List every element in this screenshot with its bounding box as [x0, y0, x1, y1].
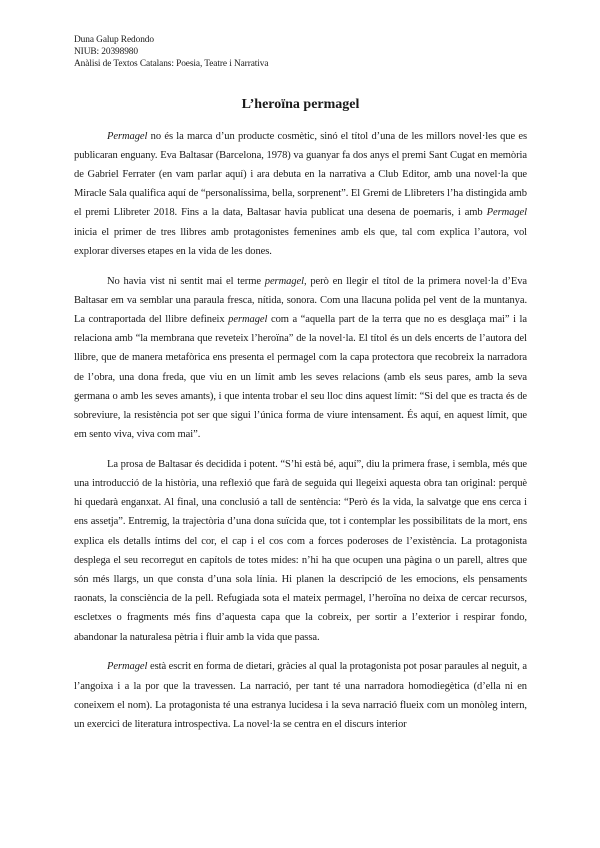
paragraph-text: està escrit en forma de dietari, gràcies al qual la protagonista pot posar paraules al neguit, a l’angoixa i a la por que la travessen. La narració, per tant té una narradora homodiegètica (d’ella ni en coneixem el nom). La protagonista té una estranya lucidesa i la seva narració flueix com un monòleg intern, un exercici de literatura introspectiva. La novel·la se centra en el discurs interior: [74, 661, 527, 730]
paragraph-text: inicia el primer de tres llibres amb protagonistes femenines amb els que, tal com explica l’autora, vol explorar diverses etapes en la vida de les dones.: [74, 226, 527, 257]
paragraph-text: no és la marca d’un producte cosmètic, sinó el títol d’una de les millors novel·les que es publicaran enguany. Eva Baltasar (Barcelona, 1978) va guanyar fa dos anys el premi Sant Cugat en memòria de Gabriel Ferrater (en vam parlar aquí) i ara debuta en la narrativa a Club Editor, amb una novel·la que Miracle Sala qualifica aquí de “personalíssima, bella, sorprenent”. El Gremi de Llibreters l’ha distingida amb el premi Llibreter 2018. Fins a la data, Baltasar havia publicat una desena de poemaris, i amb: [74, 130, 527, 219]
paragraph-1: [74, 127, 527, 261]
paragraph-text: com a “aquella part de la terra que no es desglaça mai” i la relaciona amb “la membrana que reveteix l’heroïna” de la novel·la. El títol és un dels encerts de l’autora del llibre, que de manera metafòrica ens presenta el permagel com la capa protectora que recobreix la narradora de l’obra, una dona freda, que viu en un límit amb les seves relacions (amb els seus pares, amb la seva germana o amb les seves amants), i que intenta trobar el seu lloc dins aquest límit: “Si del que es tracta és de sobreviure, la resistència pot ser que sigui l’única forma de viure intensament. És aquí, en aquest límit, que em sento viva, viva com mai”.: [74, 313, 527, 441]
student-id: NIUB: 20398980: [74, 47, 138, 58]
document-header: [74, 34, 527, 71]
book-title-italic: Permagel: [107, 661, 148, 673]
paragraph-3: [74, 455, 527, 647]
paragraph-text: La prosa de Baltasar és decidida i potent. “S’hi està bé, aquí”, diu la primera frase, i sembla, més que una introducció de la història, una reflexió que farà de seguida qui llegeixi aquesta obra tan original: perquè hi quedarà enganxat. Al final, una conclusió a tall de sentència: “Però és la vida, la salvatge que ens cerca i ens assetja”. Entremig, la trajectòria d’una dona suïcida que, tot i contemplar les possibilitats de la mort, ens explica els detalls íntims del cor, el cap i el cos com a forces poderoses de l’existència. La protagonista desplega el seu recorregut en capítols de totes mides: n’hi ha que ocupen una pàgina o un parell, altres que són més llargs, un que consta d’una sola línia. Hi planen la descripció de les emocions, els pensaments raonats, la consciència de la pell. Refugiada sota el mateix permagel, l’heroïna no deixa de cercar recursos, escletxes o fragments més fins d’aquesta capa que la cobreix, per sortir a l’exterior i respirar fondo, abandonar la naturalesa pètria i fluir amb la vida que passa.: [74, 458, 527, 643]
paragraph-text: però en llegir el títol de la primera novel·la d’Eva Baltasar em va semblar una paraula fresca, nítida, sonora. Com una llacuna polida pel vent de la muntanya. La contraportada del llibre defineix: [74, 275, 527, 325]
term-italic: permagel,: [264, 275, 307, 287]
paragraph-text: No havia vist ni sentit mai el terme: [107, 275, 265, 287]
term-italic: permagel: [228, 313, 268, 325]
author-name: Duna Galup Redondo: [74, 35, 154, 45]
document-title: L’heroïna permagel: [241, 96, 360, 112]
book-title-italic: Permagel: [486, 207, 527, 219]
paragraph-2: [74, 272, 527, 445]
book-title-italic: Permagel: [107, 130, 148, 142]
paragraph-4: [74, 657, 527, 734]
course-name: Anàlisi de Textos Catalans: Poesia, Teatre i Narrativa: [74, 59, 269, 70]
